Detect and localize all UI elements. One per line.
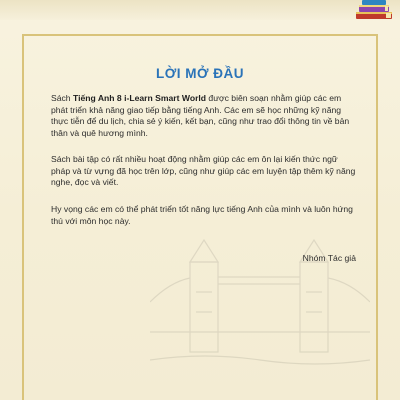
frame-left-border	[22, 34, 24, 400]
top-strip	[0, 0, 400, 20]
page-title: LỜI MỞ ĐẦU	[155, 66, 245, 81]
author-signature: Nhóm Tác giả	[302, 253, 356, 263]
books-stack-icon	[352, 0, 396, 22]
frame-top-border	[22, 34, 378, 36]
book-name: Tiếng Anh 8 i-Learn Smart World	[72, 93, 207, 103]
intro-paragraph-1	[51, 93, 356, 139]
paragraph-1-prefix: Sách	[51, 93, 73, 103]
intro-paragraph-3: Hy vọng các em có thể phát triển tốt năng lực tiếng Anh của mình và luôn hứng thú với môn học này.	[51, 204, 353, 226]
frame-right-border	[376, 34, 378, 400]
paragraph-1-suffix: được biên soạn nhằm giúp các em phát triển khả năng giao tiếp bằng tiếng Anh. Các em sẽ học những kỹ năng thực tiễn để du lịch, chia sẻ ý kiến, kết bạn, cũng như trao đổi thông tin về bản thân và quê hương mình.	[51, 93, 350, 138]
intro-paragraph-2: Sách bài tập có rất nhiều hoạt động nhằm giúp các em ôn lại kiến thức ngữ pháp và từ vựng đã học trên lớp, cũng như giúp các em luyện tập thêm kỹ năng nghe, đọc và viết.	[51, 154, 356, 188]
